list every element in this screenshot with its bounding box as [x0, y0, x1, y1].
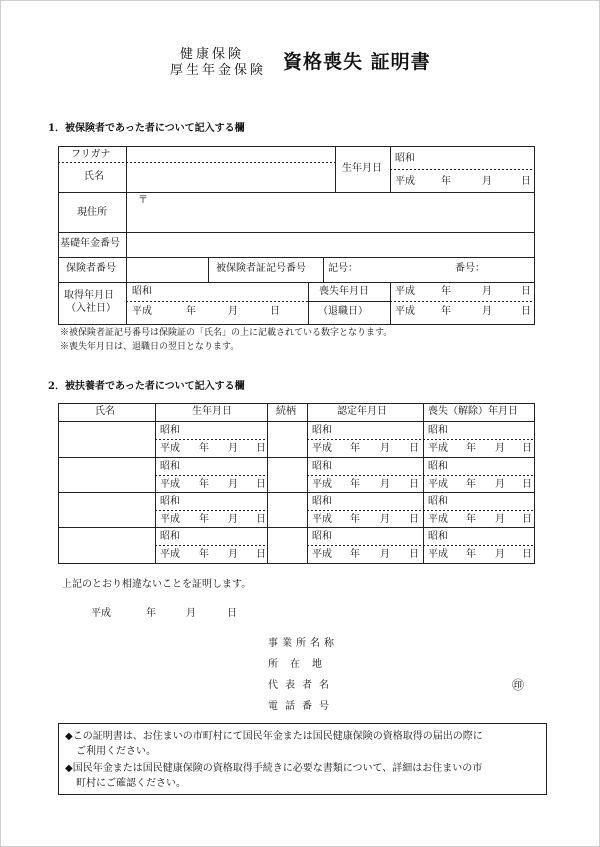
acq-year-unit: 年 — [186, 306, 196, 317]
birth-showa: 昭和 — [395, 153, 415, 164]
loss-month-unit-1: 月 — [482, 286, 492, 297]
dep2-rec-year: 年 — [350, 479, 360, 490]
symbol-label: 記号： — [328, 263, 358, 274]
birth-year-unit: 年 — [441, 176, 451, 187]
dep2-rec-month: 月 — [380, 479, 390, 490]
acquisition-date-label: 取得年月日 — [64, 290, 114, 301]
section1-heading: 1．被保険者であった者について記入する欄 — [48, 123, 245, 134]
info-line-2: ご利用ください。 — [76, 746, 156, 757]
phone-label: 電話番号 — [268, 701, 336, 712]
acq-heisei: 平成 — [132, 306, 152, 317]
dependent-row1-relation-field[interactable] — [268, 422, 307, 457]
dep3-rec-day: 日 — [409, 514, 419, 525]
dep3-loss-year: 年 — [466, 514, 476, 525]
dep3-birth-day: 日 — [256, 514, 266, 525]
page-title: 資格喪失 証明書 — [283, 51, 431, 73]
loss-heisei-2: 平成 — [395, 306, 415, 317]
cert-number-label: 被保険者証記号番号 — [216, 263, 306, 274]
dep2-birth-showa: 昭和 — [160, 461, 180, 472]
dependents-col-relation: 続柄 — [276, 406, 296, 417]
dep2-rec-heisei: 平成 — [312, 479, 332, 490]
location-label: 所在地 — [268, 659, 334, 670]
dep1-rec-heisei: 平成 — [312, 443, 332, 454]
dependent-row2-name-field[interactable] — [59, 458, 155, 492]
dependents-col-birthdate: 生年月日 — [192, 406, 232, 417]
dependent-row2-relation-field[interactable] — [268, 458, 307, 492]
dep1-birth-year: 年 — [199, 443, 209, 454]
dep3-rec-month: 月 — [380, 514, 390, 525]
dep1-rec-month: 月 — [380, 443, 390, 454]
dep4-loss-showa: 昭和 — [428, 531, 448, 542]
acquisition-date-sub: （入社日） — [66, 303, 116, 314]
dependent-row3-name-field[interactable] — [59, 493, 155, 527]
loss-year-unit-1: 年 — [441, 286, 451, 297]
dep3-birth-year: 年 — [199, 514, 209, 525]
dep3-loss-month: 月 — [495, 514, 505, 525]
dep2-loss-year: 年 — [466, 479, 476, 490]
birth-month-unit: 月 — [482, 176, 492, 187]
dep2-loss-showa: 昭和 — [428, 461, 448, 472]
birthdate-label: 生年月日 — [342, 163, 382, 174]
birth-heisei: 平成 — [395, 176, 415, 187]
dep1-rec-day: 日 — [409, 443, 419, 454]
dep4-birth-year: 年 — [199, 549, 209, 560]
dep4-loss-day: 日 — [522, 549, 532, 560]
dependent-row4-name-field[interactable] — [59, 528, 155, 563]
dep2-birth-year: 年 — [199, 479, 209, 490]
birth-day-unit: 日 — [521, 176, 531, 187]
loss-heisei-1: 平成 — [395, 286, 415, 297]
dep1-loss-showa: 昭和 — [428, 425, 448, 436]
loss-day-unit-1: 日 — [521, 286, 531, 297]
loss-month-unit-2: 月 — [482, 306, 492, 317]
dep3-birth-month: 月 — [228, 514, 238, 525]
dep4-rec-day: 日 — [409, 549, 419, 560]
number-label: 番号： — [455, 263, 485, 274]
section2-heading: 2．被扶養者であった者について記入する欄 — [48, 381, 245, 392]
dep3-birth-heisei: 平成 — [160, 514, 180, 525]
certification-statement: 上記のとおり相違ないことを証明します。 — [62, 579, 252, 590]
dep4-birth-heisei: 平成 — [160, 549, 180, 560]
dep1-rec-year: 年 — [350, 443, 360, 454]
dep1-birth-day: 日 — [256, 443, 266, 454]
dep1-loss-month: 月 — [495, 443, 505, 454]
loss-year-unit-2: 年 — [441, 306, 451, 317]
dep4-loss-month: 月 — [495, 549, 505, 560]
dep1-birth-heisei: 平成 — [160, 443, 180, 454]
dep4-rec-year: 年 — [350, 549, 360, 560]
furigana-label: フリガナ — [71, 149, 111, 160]
dependent-row4-relation-field[interactable] — [268, 528, 307, 563]
note-loss-date: ※喪失年月日は、退職日の翌日となります。 — [60, 342, 240, 352]
acq-showa: 昭和 — [132, 286, 152, 297]
dep3-loss-heisei: 平成 — [428, 514, 448, 525]
dep1-loss-year: 年 — [466, 443, 476, 454]
dep2-rec-day: 日 — [409, 479, 419, 490]
dep1-loss-day: 日 — [522, 443, 532, 454]
dep2-birth-day: 日 — [256, 479, 266, 490]
dep2-rec-showa: 昭和 — [312, 461, 332, 472]
dep2-loss-month: 月 — [495, 479, 505, 490]
cert-date-era: 平成 — [91, 608, 111, 619]
loss-day-unit-2: 日 — [521, 306, 531, 317]
info-line-3: ◆国民年金または国民健康保険の資格取得手続きに必要な書類について、詳細はお住まいの市 — [65, 763, 483, 774]
dep1-birth-showa: 昭和 — [160, 425, 180, 436]
cert-date-year: 年 — [146, 608, 156, 619]
seal-mark: ㊞ — [512, 678, 525, 692]
representative-label: 代表者名 — [268, 680, 336, 691]
info-box — [58, 723, 547, 795]
dep3-rec-showa: 昭和 — [312, 496, 332, 507]
dep4-birth-showa: 昭和 — [160, 531, 180, 542]
cert-date-day: 日 — [227, 608, 237, 619]
dependents-col-name: 氏名 — [95, 406, 115, 417]
dep2-birth-month: 月 — [228, 479, 238, 490]
name-label: 氏名 — [84, 171, 104, 182]
info-line-1: ◆この証明書は、お住まいの市町村にて国民年金または国民健康保険の資格取得の届出の際に — [65, 731, 483, 742]
info-line-4: 町村にご確認ください。 — [76, 778, 186, 789]
acq-month-unit: 月 — [228, 306, 238, 317]
postal-mark: 〒 — [138, 195, 148, 206]
dep1-birth-month: 月 — [228, 443, 238, 454]
dep4-birth-month: 月 — [228, 549, 238, 560]
dependent-row1-name-field[interactable] — [59, 422, 155, 457]
dep3-rec-year: 年 — [350, 514, 360, 525]
dep4-rec-heisei: 平成 — [312, 549, 332, 560]
acq-day-unit: 日 — [270, 306, 280, 317]
dep4-birth-day: 日 — [256, 549, 266, 560]
dep1-loss-heisei: 平成 — [428, 443, 448, 454]
dep2-loss-day: 日 — [522, 479, 532, 490]
pension-number-label: 基礎年金番号 — [60, 238, 120, 249]
dep3-loss-day: 日 — [522, 514, 532, 525]
dep4-loss-year: 年 — [466, 549, 476, 560]
dep4-rec-showa: 昭和 — [312, 531, 332, 542]
cert-date-month: 月 — [186, 608, 196, 619]
dep3-rec-heisei: 平成 — [312, 514, 332, 525]
dependents-col-recognition-date: 認定年月日 — [337, 406, 387, 417]
loss-date-sub: （退職日） — [318, 306, 368, 317]
address-label: 現住所 — [77, 207, 107, 218]
dep3-loss-showa: 昭和 — [428, 496, 448, 507]
loss-date-label: 喪失年月日 — [319, 286, 369, 297]
note-cert-number: ※被保険者証記号番号は保険証の「氏名」の上に記載されている数字となります。 — [60, 328, 393, 338]
dep3-birth-showa: 昭和 — [160, 496, 180, 507]
dependent-row3-relation-field[interactable] — [268, 493, 307, 527]
dep1-rec-showa: 昭和 — [312, 425, 332, 436]
dependents-col-loss-date: 喪失（解除）年月日 — [428, 406, 518, 417]
insurer-number-label: 保険者番号 — [66, 263, 116, 274]
dep2-birth-heisei: 平成 — [160, 479, 180, 490]
business-name-label: 事業所名称 — [268, 638, 338, 649]
insurance-type-line1: 健康保険 — [180, 47, 245, 62]
insurance-type-line2: 厚生年金保険 — [170, 63, 267, 78]
dep4-rec-month: 月 — [380, 549, 390, 560]
dep4-loss-heisei: 平成 — [428, 549, 448, 560]
dep2-loss-heisei: 平成 — [428, 479, 448, 490]
